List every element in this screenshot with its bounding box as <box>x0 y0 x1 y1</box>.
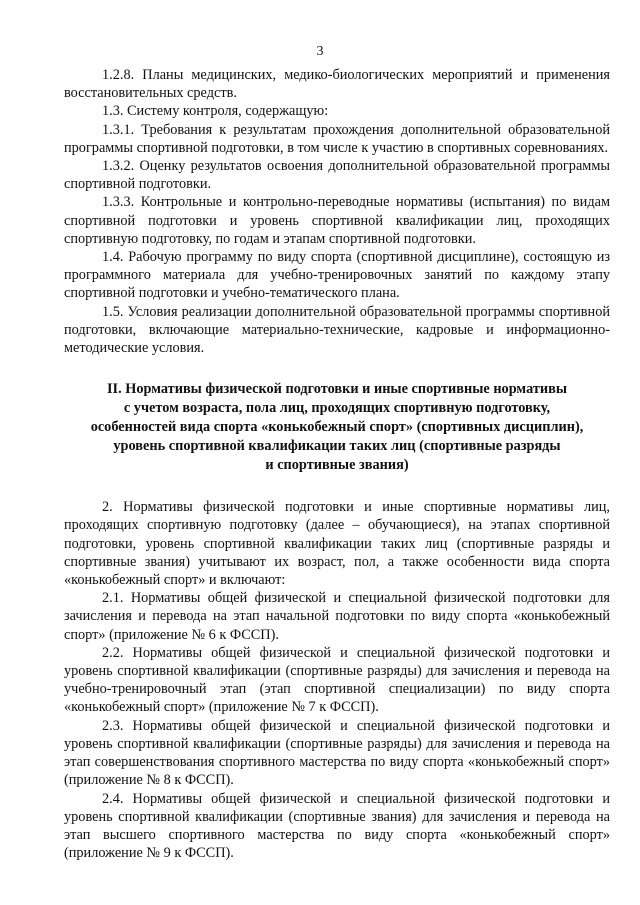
paragraph: 1.3.3. Контрольные и контрольно-переводные нормативы (испытания) по видам спортивной подготовки и уровень спортивной квалификации лиц, проходящих спортивную подготовку, по годам и этапам спортивной подготовки. <box>64 194 610 247</box>
heading-line: и спортивные звания) <box>265 457 409 474</box>
heading-line: II. Нормативы физической подготовки и иные спортивные нормативы <box>106 381 567 398</box>
paragraph: 1.3. Систему контроля, содержащую: <box>102 103 329 120</box>
paragraph: 1.3.1. Требования к результатам прохождения дополнительной образовательной программы спортивной подготовки, в том числе к участию в спортивных соревнованиях. <box>64 121 610 156</box>
paragraph: 2.2. Нормативы общей физической и специальной физической подготовки и уровень спортивной квалификации (спортивные разряды) для зачисления и перевода на учебно-тренировочный этап (этап спортивной специализации) по виду спорта «конькобежный спорт» (приложение № 7 к ФССП). <box>64 644 610 716</box>
document-body <box>64 66 610 862</box>
paragraph: 1.2.8. Планы медицинских, медико-биологических мероприятий и применения восстановительных средств. <box>64 67 610 102</box>
paragraph: 2.4. Нормативы общей физической и специальной физической подготовки и уровень спортивной квалификации (спортивные звания) для зачисления и перевода на этап высшего спортивного мастерства по виду спорта «конькобежный спорт» (приложение № 9 к ФССП). <box>64 790 610 862</box>
paragraph: 2.3. Нормативы общей физической и специальной физической подготовки и уровень спортивной квалификации (спортивные разряды) для зачисления и перевода на этап совершенствования спортивного мастерства по виду спорта «конькобежный спорт» (приложение № 8 к ФССП). <box>64 717 610 789</box>
heading-line: особенностей вида спорта «конькобежный спорт» (спортивных дисциплин), <box>90 419 584 436</box>
section-heading <box>64 380 610 475</box>
heading-line: с учетом возраста, пола лиц, проходящих спортивную подготовку, <box>123 400 551 417</box>
paragraph: 2. Нормативы физической подготовки и иные спортивные нормативы лиц, проходящих спортивную подготовку (далее – обучающиеся), на этапах спортивной подготовки, уровень спортивной квалификации таких лиц (спортивные разряды и спортивные звания) учитывают их возраст, пол, а также особенности вида спорта «конькобежный спорт» и включают: <box>64 499 610 589</box>
page-number: 3 <box>316 44 324 59</box>
heading-line: уровень спортивной квалификации таких лиц (спортивные разряды <box>113 438 561 455</box>
paragraph: 1.3.2. Оценку результатов освоения дополнительной образовательной программы спортивной подготовки. <box>64 158 610 193</box>
paragraph: 1.5. Условия реализации дополнительной образовательной программы спортивной подготовки, включающие материально-технические, кадровые и информационно-методические условия. <box>64 303 610 357</box>
paragraph: 2.1. Нормативы общей физической и специальной физической подготовки для зачисления и перевода на этап начальной подготовки по виду спорта «конькобежный спорт» (приложение № 6 к ФССП). <box>64 590 610 643</box>
paragraph: 1.4. Рабочую программу по виду спорта (спортивной дисциплине), состоящую из программного материала для учебно-тренировочных занятий по каждому этапу спортивной подготовки и учебно-тематического плана. <box>64 249 610 302</box>
